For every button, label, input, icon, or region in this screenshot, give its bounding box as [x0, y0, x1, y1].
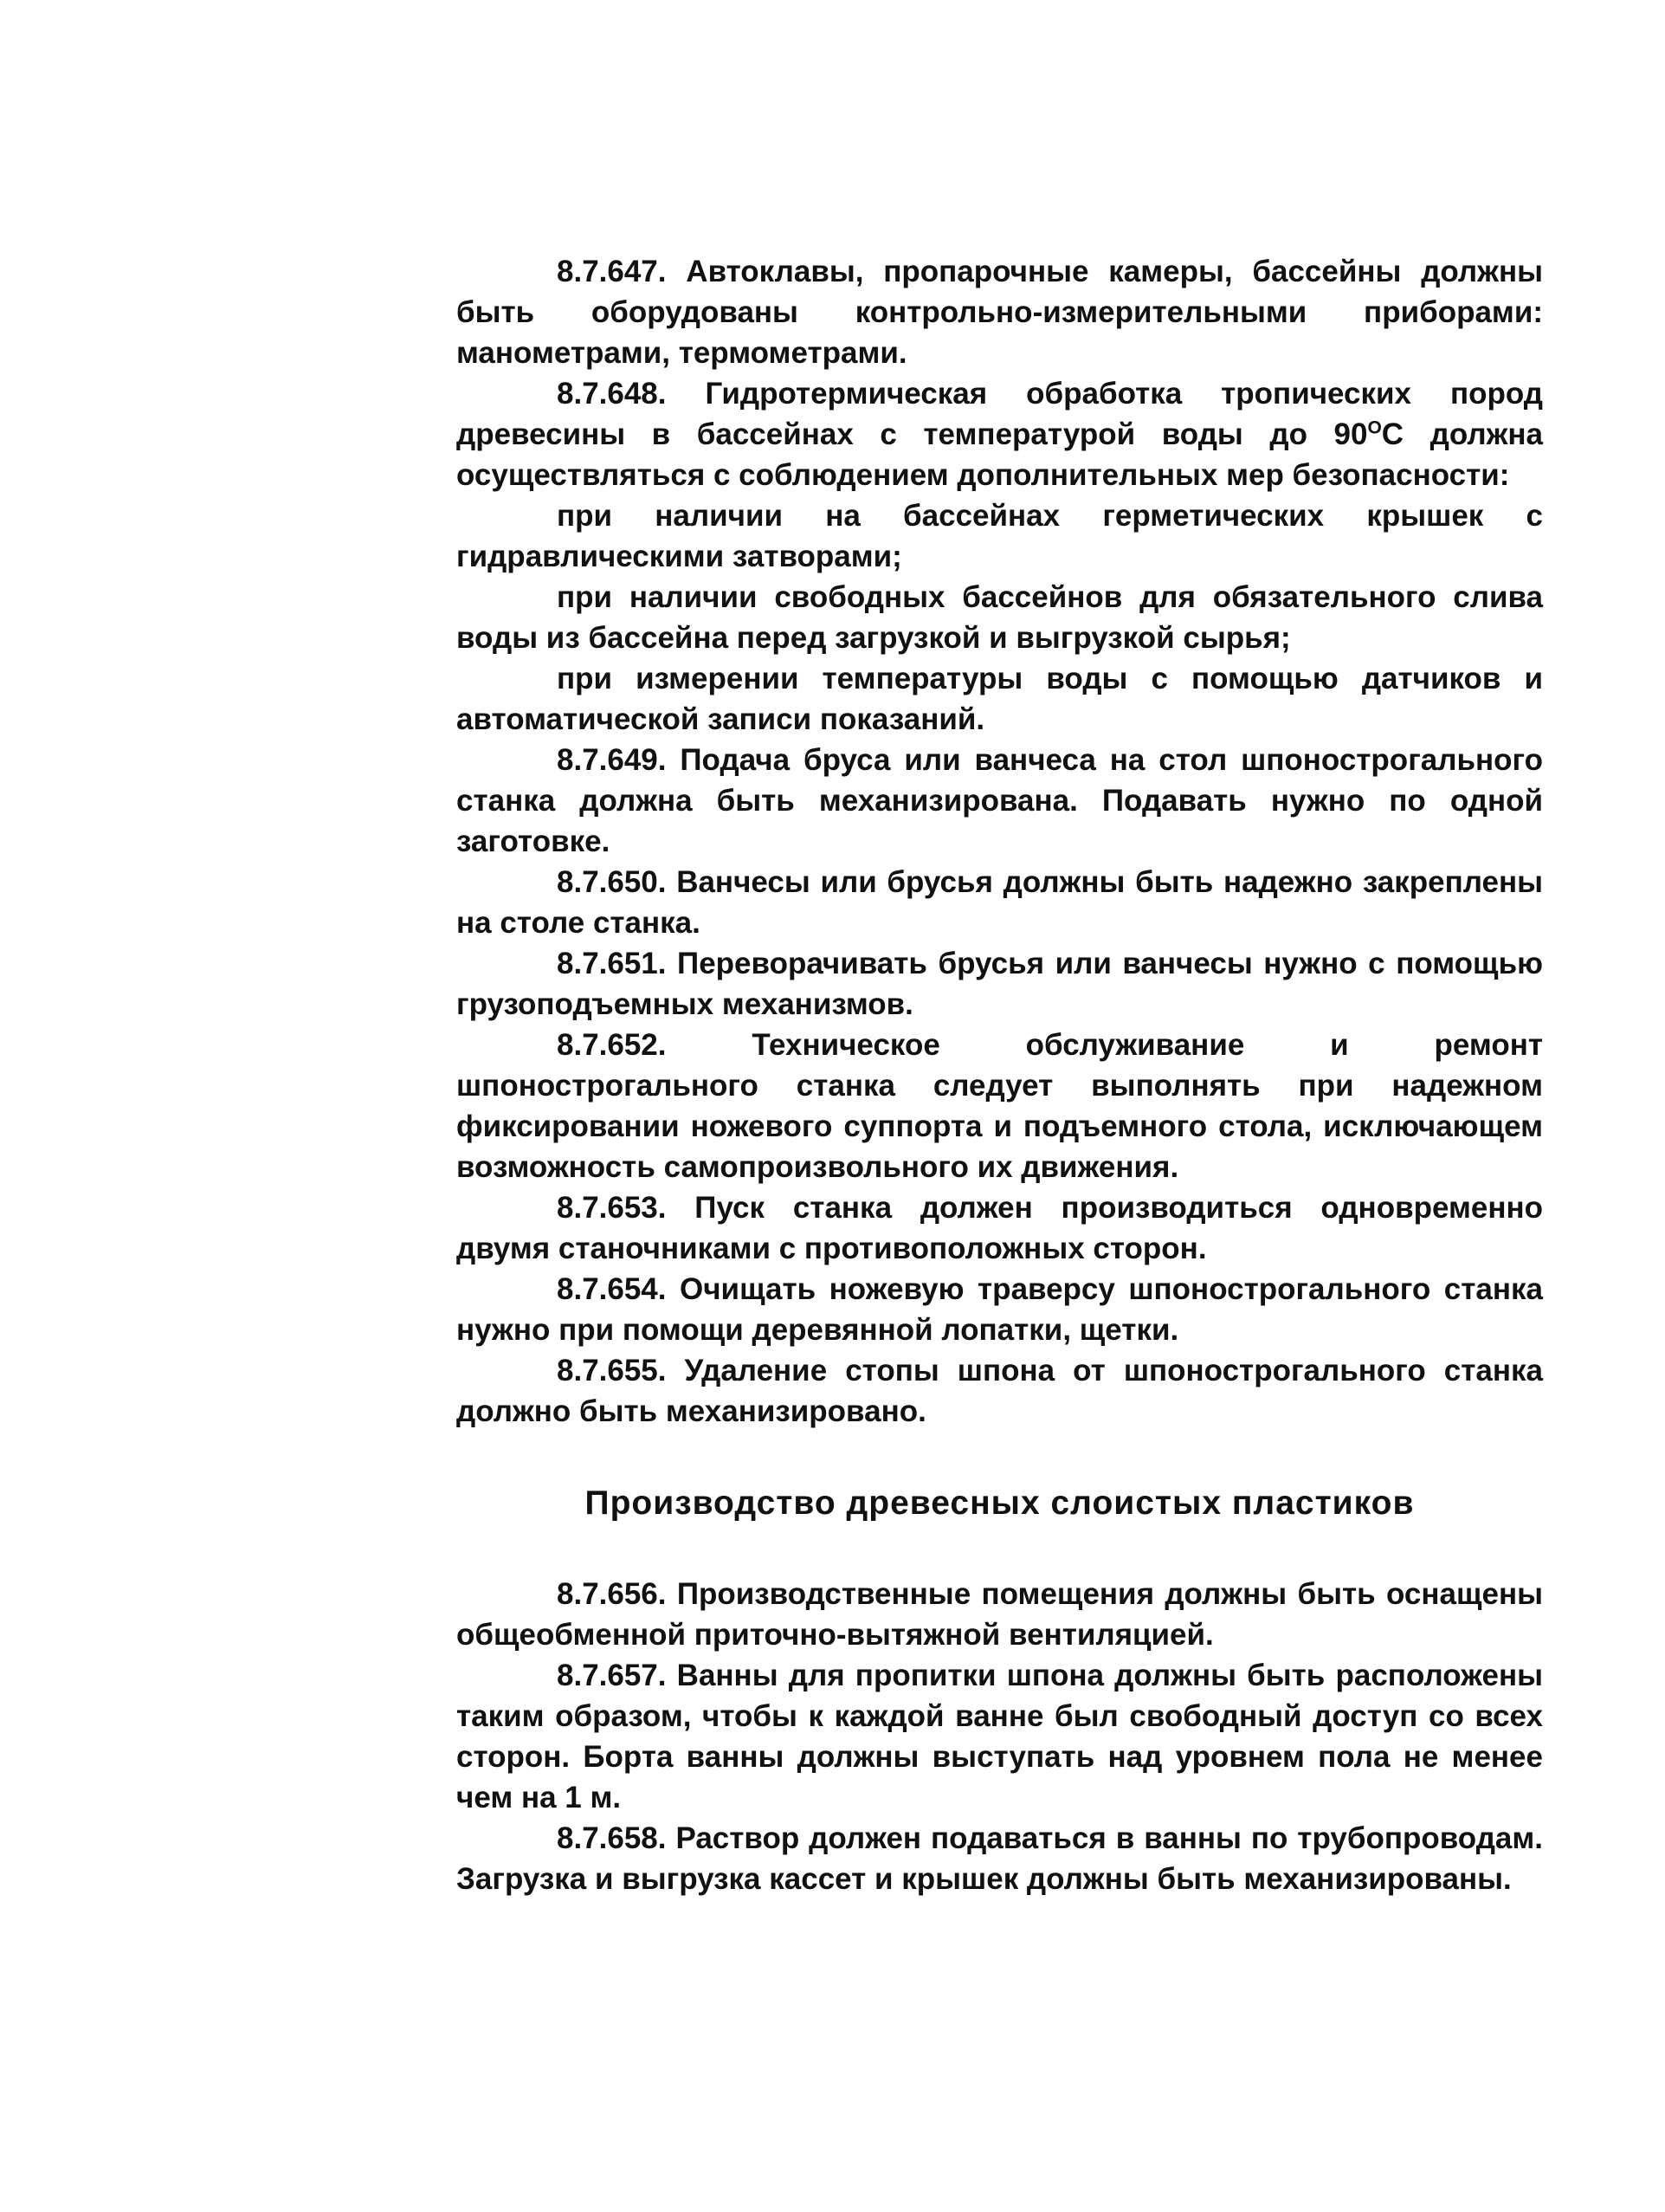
clause-8-7-657: 8.7.657. Ванны для пропитки шпона должны быть расположены таким образом, чтобы к каждой ванне был свободный доступ со всех сторон. Борта ванны должны выступать над уровнем пола не менее чем на 1 м. [456, 1659, 1543, 1814]
clause-8-7-648-item-3: при измерении температуры воды с помощью датчиков и автоматической записи показаний. [456, 662, 1543, 736]
clause-8-7-654: 8.7.654. Очищать ножевую траверсу шпонострогального станка нужно при помощи деревянной лопатки, щетки. [456, 1272, 1543, 1347]
clause-8-7-658: 8.7.658. Раствор должен подаваться в ванны по трубопроводам. Загрузка и выгрузка кассет и крышек должны быть механизированы. [456, 1821, 1543, 1896]
degree-superscript: O [1367, 417, 1382, 438]
clause-8-7-648-text-start: 8.7.648. Гидротермическая обработка тропических пород древесины в бассейнах с температурой воды до 90 [456, 377, 1543, 451]
clause-8-7-648-text-end: С должна осуществляться с соблюдением дополнительных мер безопасности: [456, 417, 1543, 492]
clause-8-7-655: 8.7.655. Удаление стопы шпона от шпонострогального станка должно быть механизировано. [456, 1354, 1543, 1428]
clause-8-7-651: 8.7.651. Переворачивать брусья или ванчесы нужно с помощью грузоподъемных механизмов. [456, 947, 1543, 1021]
clause-8-7-652: 8.7.652. Техническое обслуживание и ремонт шпонострогального станка следует выполнять при надежном фиксировании ножевого суппорта и подъемного стола, исключающем возможность самопроизвольного их движения. [456, 1028, 1543, 1184]
clause-8-7-648-item-1: при наличии на бассейнах герметических крышек с гидравлическими затворами; [456, 499, 1543, 573]
clause-8-7-648 [456, 373, 1543, 495]
document-page [456, 251, 1543, 1899]
clause-8-7-647: 8.7.647. Автоклавы, пропарочные камеры, бассейны должны быть оборудованы контрольно-измерительными приборами: манометрами, термометрами. [456, 255, 1543, 370]
clause-8-7-648-item-2: при наличии свободных бассейнов для обязательного слива воды из бассейна перед загрузкой и выгрузкой сырья; [456, 580, 1543, 655]
clause-8-7-650: 8.7.650. Ванчесы или брусья должны быть надежно закреплены на столе станка. [456, 865, 1543, 940]
clause-8-7-656: 8.7.656. Производственные помещения должны быть оснащены общеобменной приточно-вытяжной вентиляцией. [456, 1577, 1543, 1652]
section-heading: Производство древесных слоистых пластиков [584, 1484, 1415, 1522]
clause-8-7-649: 8.7.649. Подача бруса или ванчеса на стол шпонострогального станка должна быть механизирована. Подавать нужно по одной заготовке. [456, 743, 1543, 858]
clause-8-7-653: 8.7.653. Пуск станка должен производиться одновременно двумя станочниками с противоположных сторон. [456, 1191, 1543, 1265]
